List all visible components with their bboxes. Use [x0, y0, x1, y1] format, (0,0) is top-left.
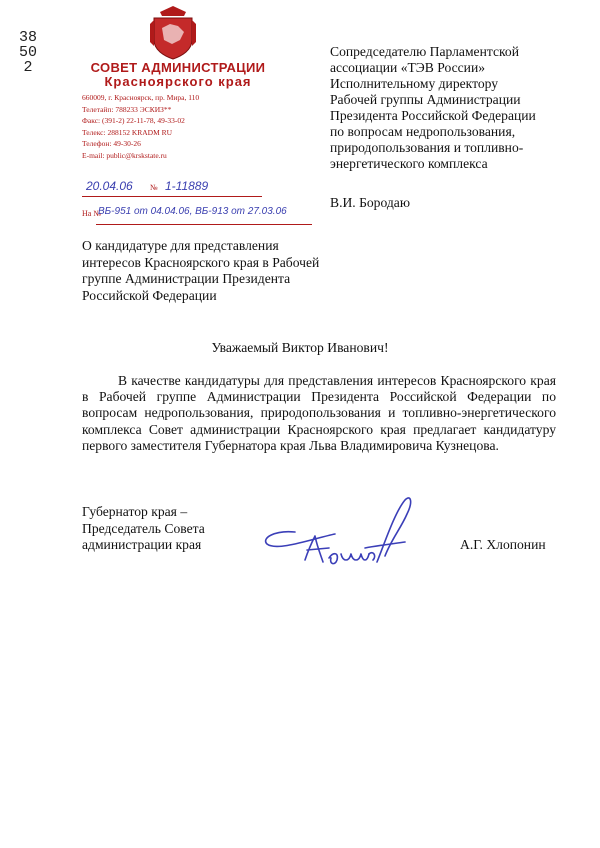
- addressee-line: природопользования и топливно-: [330, 140, 524, 155]
- org-contacts: [82, 92, 282, 162]
- letter-subject: О кандидатуре для представления интересов Красноярского края в Рабочей группе Администрации Президента Российской Федерации: [82, 238, 320, 303]
- contact-fax: Факс: (391-2) 22-11-78, 49-33-02: [82, 116, 185, 126]
- letter-body: В качестве кандидатуры для представления интересов Красноярского края в Рабочей группе Администрации Президента Российской Федерации по вопросам недропользования, природопользования и топливно-энергетического комплекса Совет администрации Красноярского края предлагает кандидатуру первого заместителя Губернатора края Льва Владимировича Кузнецова.: [82, 373, 556, 453]
- addressee-line: энергетического комплекса: [330, 156, 488, 171]
- contact-phone: Телефон: 49-30-26: [82, 139, 141, 149]
- addressee-line: Президента Российской Федерации: [330, 108, 536, 123]
- contact-email: E-mail: public@krskstate.ru: [82, 150, 167, 160]
- contact-teletype: Телетайп: 788233 ЭСКИЗ**: [82, 104, 172, 114]
- signatory-title-line: Председатель Совета: [82, 520, 205, 536]
- addressee-line: ассоциации «ТЭВ России»: [330, 60, 486, 75]
- reference-value: ВБ-951 от 04.04.06, ВБ-913 от 27.03.06: [98, 206, 287, 217]
- org-name-line2: Красноярского края: [104, 74, 252, 89]
- signatory-title-line: Губернатор края –: [82, 504, 188, 519]
- addressee-line: по вопросам недропользования,: [330, 124, 516, 139]
- coat-of-arms-emblem: [150, 6, 196, 60]
- signatory-name: А.Г. Хлопонин: [460, 537, 546, 552]
- signatory-title-line: администрации края: [82, 537, 202, 552]
- addressee-line: Сопредседателю Парламентской: [330, 44, 519, 59]
- contact-telex: Телекс: 288152 KRADM RU: [82, 127, 173, 137]
- number-label: №: [150, 183, 158, 192]
- greeting: Уважаемый Виктор Иванович!: [211, 340, 389, 355]
- letter-number: 1-11889: [165, 179, 209, 193]
- addressee-name: В.И. Бородаю: [330, 195, 410, 210]
- letter-date: 20.04.06: [86, 179, 133, 193]
- addressee-block: [330, 44, 580, 172]
- addressee-line: Исполнительному директору: [330, 76, 499, 91]
- addressee-line: Рабочей группы Администрации: [330, 92, 521, 107]
- registration-number: 38502: [18, 29, 37, 76]
- handwritten-signature: [255, 492, 415, 582]
- contact-address: 660009, г. Красноярск, пр. Мира, 110: [82, 93, 200, 102]
- reference-label: На №: [82, 209, 101, 218]
- signatory-title: [82, 504, 242, 554]
- org-name-line1: СОВЕТ АДМИНИСТРАЦИИ: [90, 60, 266, 75]
